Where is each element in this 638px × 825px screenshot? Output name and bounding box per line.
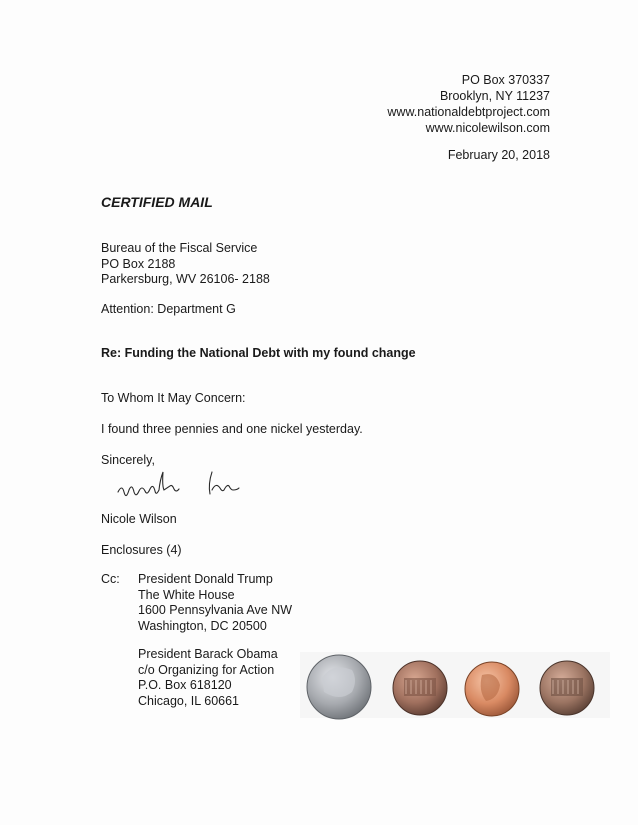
taped-coins — [300, 620, 610, 730]
signer-name: Nicole Wilson — [101, 512, 177, 526]
sender-address — [387, 72, 550, 136]
sender-website-2: www.nicolewilson.com — [425, 121, 550, 135]
cc2-line-4: Chicago, IL 60661 — [138, 693, 240, 708]
penny-coin-3 — [540, 661, 594, 715]
sender-city: Brooklyn, NY 11237 — [439, 89, 550, 103]
attention-line: Attention: Department G — [101, 302, 236, 316]
penny-coin-2 — [465, 662, 519, 716]
closing: Sincerely, — [101, 453, 155, 467]
recipient-line-1: Bureau of the Fiscal Service — [101, 241, 258, 255]
cc-label: Cc: — [101, 572, 120, 586]
recipient-address — [101, 241, 270, 288]
nickel-coin — [307, 655, 371, 719]
cc1-line-2: The White House — [138, 587, 235, 602]
cc2-line-3: P.O. Box 618120 — [138, 678, 232, 692]
recipient-line-2: PO Box 2188 — [101, 256, 176, 271]
cc-recipient-1 — [138, 572, 292, 634]
cc1-line-1: President Donald Trump — [138, 572, 273, 586]
sender-website-1: www.nationaldebtproject.com — [387, 105, 550, 119]
cc1-line-3: 1600 Pennsylvania Ave NW — [138, 603, 293, 617]
letter-date: February 20, 2018 — [447, 148, 550, 162]
penny-coin-1 — [393, 661, 447, 715]
certified-mail-heading: CERTIFIED MAIL — [101, 194, 213, 210]
letter-body: I found three pennies and one nickel yesterday. — [101, 422, 363, 436]
enclosures-line: Enclosures (4) — [101, 543, 182, 557]
salutation: To Whom It May Concern: — [101, 391, 246, 405]
handwritten-signature — [112, 468, 262, 508]
cc-recipient-2 — [138, 647, 278, 709]
recipient-line-3: Parkersburg, WV 26106- 2188 — [101, 272, 270, 286]
cc2-line-1: President Barack Obama — [138, 647, 278, 661]
subject-line: Re: Funding the National Debt with my found change — [101, 346, 416, 360]
cc2-line-2: c/o Organizing for Action — [138, 662, 275, 677]
sender-po-box: PO Box 370337 — [461, 73, 550, 87]
cc1-line-4: Washington, DC 20500 — [138, 618, 267, 633]
